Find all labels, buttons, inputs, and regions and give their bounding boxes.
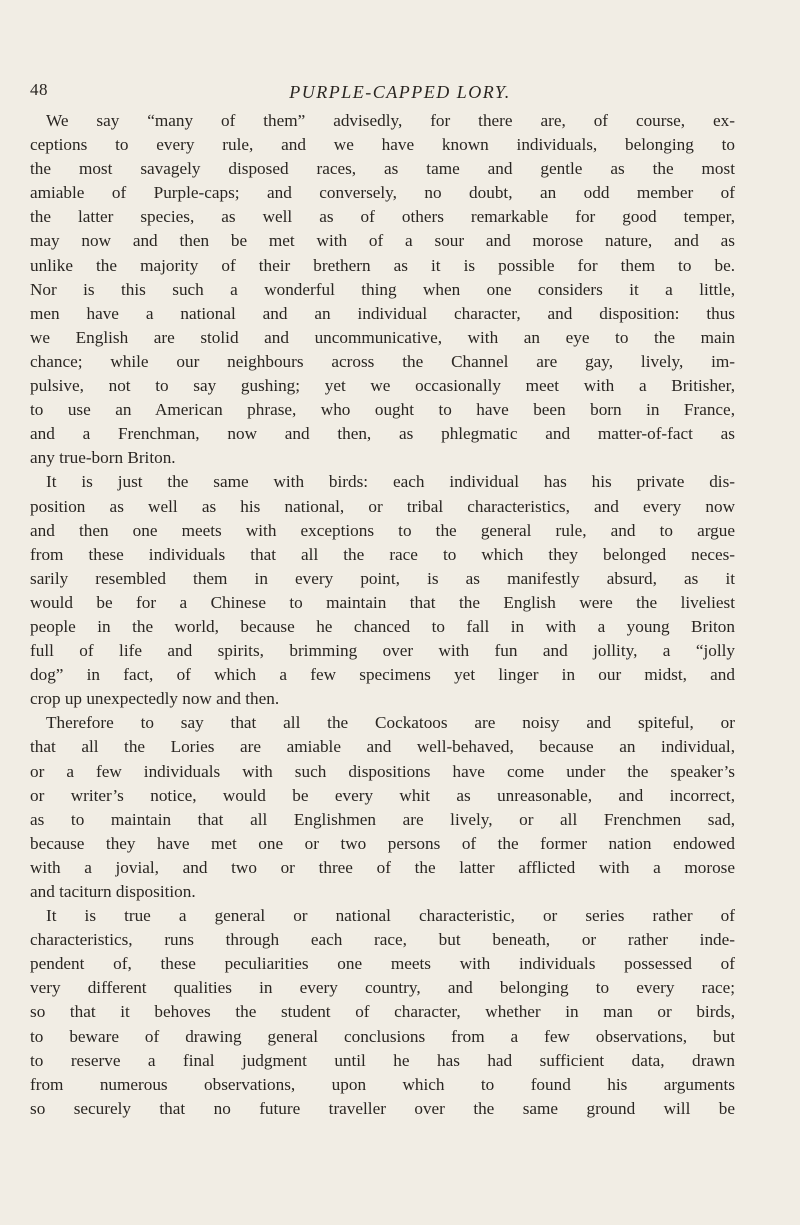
text-line: from numerous observations, upon which to found his arguments (30, 1074, 735, 1094)
text-line: people in the world, because he chanced to fall in with a young Briton (30, 616, 735, 636)
text-line: full of life and spirits, brimming over with fun and jollity, a “jolly (30, 641, 735, 661)
text-line: It is just the same with birds: each individual has his private dis- (46, 472, 735, 492)
text-line: pulsive, not to say gushing; yet we occasionally meet with a Britisher, (30, 376, 735, 396)
text-line: we English are stolid and uncommunicative, with an eye to the main (30, 327, 735, 347)
text-line: dog” in fact, of which a few specimens yet linger in our midst, and (30, 665, 735, 685)
text-line: and then one meets with exceptions to the general rule, and to argue (30, 520, 735, 540)
text-line: position as well as his national, or tribal characteristics, and every now (30, 496, 735, 516)
text-line: We say “many of them” advisedly, for there are, of course, ex- (46, 111, 735, 130)
text-line: Nor is this such a wonderful thing when one considers it a little, (30, 279, 735, 299)
text-line: and a Frenchman, now and then, as phlegmatic and matter-of-fact as (30, 424, 735, 444)
text-line: to reserve a final judgment until he has had sufficient data, drawn (30, 1050, 735, 1070)
running-title: PURPLE-CAPPED LORY. (289, 82, 511, 102)
text-line: so that it behoves the student of character, whether in man or birds, (30, 1002, 735, 1022)
text-line: unlike the majority of their brethern as it is possible for them to be. (30, 255, 735, 275)
text-line: amiable of Purple-caps; and conversely, no doubt, an odd member of (30, 183, 735, 203)
text-line: with a jovial, and two or three of the latter afflicted with a morose (30, 857, 735, 877)
text-line: as to maintain that all Englishmen are lively, or all Frenchmen sad, (30, 809, 735, 829)
text-line: the latter species, as well as of others remarkable for good temper, (30, 207, 735, 227)
text-line: Therefore to say that all the Cockatoos are noisy and spiteful, or (46, 713, 735, 733)
text-line: crop up unexpectedly now and then. (30, 689, 280, 709)
text-line: or writer’s notice, would be every whit as unreasonable, and incorrect, (30, 785, 735, 805)
text-line: would be for a Chinese to maintain that the English were the liveliest (30, 592, 735, 612)
text-line: from these individuals that all the race to which they belonged neces- (30, 544, 735, 564)
text-line: ceptions to every rule, and we have known individuals, belonging to (30, 135, 735, 155)
text-line: to use an American phrase, who ought to have been born in France, (30, 400, 735, 420)
text-line: It is true a general or national characteristic, or series rather of (46, 906, 735, 926)
text-line: that all the Lories are amiable and well-behaved, because an individual, (30, 737, 735, 757)
text-line: sarily resembled them in every point, is as manifestly absurd, as it (30, 568, 735, 588)
text-line: any true-born Briton. (30, 448, 176, 468)
body-text (30, 109, 735, 1121)
text-line: so securely that no future traveller over the same ground will be (30, 1098, 735, 1118)
text-line: characteristics, runs through each race, but beneath, or rather inde- (30, 930, 735, 950)
text-line: or a few individuals with such dispositions have come under the speaker’s (30, 761, 735, 781)
text-line: very different qualities in every country, and belonging to every race; (30, 978, 735, 998)
text-line: may now and then be met with of a sour and morose nature, and as (30, 231, 735, 251)
page-number: 48 (30, 80, 48, 99)
text-line: to beware of drawing general conclusions from a few observations, but (30, 1026, 735, 1046)
text-line: chance; while our neighbours across the Channel are gay, lively, im- (30, 351, 735, 371)
text-line: the most savagely disposed races, as tame and gentle as the most (30, 159, 735, 179)
text-line: pendent of, these peculiarities one meets with individuals possessed of (30, 954, 735, 974)
text-line: because they have met one or two persons of the former nation endowed (30, 833, 735, 853)
text-line: and taciturn disposition. (30, 882, 196, 901)
text-line: men have a national and an individual character, and disposition: thus (30, 303, 735, 323)
